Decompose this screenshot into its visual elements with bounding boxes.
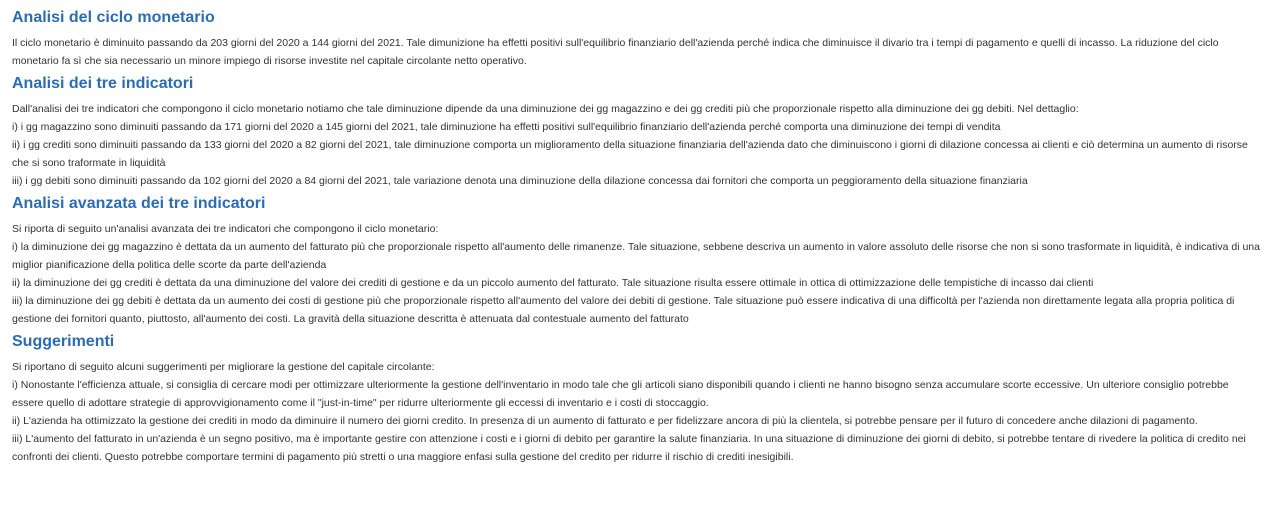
section-body — [12, 100, 1263, 190]
section-title: Analisi del ciclo monetario — [12, 9, 215, 26]
section-title: Suggerimenti — [12, 333, 115, 350]
section-suggerimenti — [12, 332, 1263, 466]
paragraph: i) la diminuzione dei gg magazzino è dettata da un aumento del fatturato più che proporzionale rispetto all'aumento delle rimanenze. Tale situazione, sebbene descriva un aumento in valore assoluto delle risorse che non si sono trasformate in liquidità, è indicativa di una miglior pianificazione della politica delle scorte da parte dell'azienda — [12, 241, 1260, 271]
section-title: Analisi avanzata dei tre indicatori — [12, 195, 266, 212]
paragraph: iii) la diminuzione dei gg debiti è dettata da un aumento dei costi di gestione più che proporzionale rispetto all'aumento del valore dei debiti di gestione. Tale situazione può essere indicativa di una difficoltà per l'azienda non direttamente legata alla propria politica di gestione dei fornitori quanto, piuttosto, all'aumento dei costi. La gravità della situazione descritta è attenuata dal contestuale aumento del fatturato — [12, 295, 1235, 325]
paragraph: ii) la diminuzione dei gg crediti è dettata da una diminuzione del valore dei crediti di gestione e da un piccolo aumento del fatturato. Tale situazione risulta essere ottimale in ottica di ottimizzazione delle tempistiche di incasso dai clienti — [12, 277, 1094, 289]
paragraph: Dall'analisi dei tre indicatori che compongono il ciclo monetario notiamo che tale diminuzione dipende da una diminuzione dei gg magazzino e dei gg crediti più che proporzionale rispetto alla diminuzione dei gg debiti. Nel dettaglio: — [12, 103, 1079, 115]
paragraph: Si riportano di seguito alcuni suggerimenti per migliorare la gestione del capitale circolante: — [12, 361, 435, 373]
section-tre-indicatori — [12, 74, 1263, 190]
paragraph: Si riporta di seguito un'analisi avanzata dei tre indicatori che compongono il ciclo monetario: — [12, 223, 439, 235]
paragraph: i) i gg magazzino sono diminuiti passando da 171 giorni del 2020 a 145 giorni del 2021, tale diminuzione ha effetti positivi sull'equilibrio finanziario dell'azienda perché comporta una diminuzione dei tempi di vendita — [12, 121, 1001, 133]
paragraph: iii) L'aumento del fatturato in un'azienda è un segno positivo, ma è importante gestire con attenzione i costi e i giorni di debito per garantire la salute finanziaria. In una situazione di diminuzione dei giorni di debito, si potrebbe tentare di rivedere la politica di credito nei confronti dei clienti. Questo potrebbe comportare termini di pagamento più stretti o una maggiore enfasi sulla gestione del credito per ridurre il rischio di crediti inesigibili. — [12, 433, 1246, 463]
section-ciclo-monetario — [12, 8, 1263, 70]
paragraph: Il ciclo monetario è diminuito passando da 203 giorni del 2020 a 144 giorni del 2021. Tale dimunizione ha effetti positivi sull'equilibrio finanziario dell'azienda perché indica che diminuisce il divario tra i tempi di pagamento e quelli di incasso. La riduzione del ciclo monetario fa sì che sia necessario un minore impiego di risorse investite nel capitale circolante netto operativo. — [12, 37, 1219, 67]
section-analisi-avanzata — [12, 194, 1263, 328]
paragraph: i) Nonostante l'efficienza attuale, si consiglia di cercare modi per ottimizzare ulteriormente la gestione dell'inventario in modo tale che gli articoli siano disponibili quando i clienti ne hanno bisogno senza accumulare scorte eccessive. Un ulteriore consiglio potrebbe essere quello di adottare strategie di approvvigionamento come il "just-in-time" per ridurre ulteriormente gli eccessi di inventario e i costi di stoccaggio. — [12, 379, 1229, 409]
section-body — [12, 358, 1263, 466]
paragraph: ii) i gg crediti sono diminuiti passando da 133 giorni del 2020 a 82 giorni del 2021, tale diminuzione comporta un miglioramento della situazione finanziaria dell'azienda dato che diminuiscono i giorni di dilazione concessa ai clienti e ciò determina un aumento di risorse che si sono traformate in liquidità — [12, 139, 1248, 169]
section-title: Analisi dei tre indicatori — [12, 75, 194, 92]
section-body — [12, 220, 1263, 328]
paragraph: ii) L'azienda ha ottimizzato la gestione dei crediti in modo da diminuire il numero dei giorni credito. In presenza di un aumento di fatturato e per fidelizzare ancora di più la clientela, si potrebbe pensare per il futuro di concedere anche dilazioni di pagamento. — [12, 415, 1198, 427]
section-body — [12, 34, 1263, 70]
paragraph: iii) i gg debiti sono diminuiti passando da 102 giorni del 2020 a 84 giorni del 2021, tale variazione denota una diminuzione della dilazione concessa dai fornitori che comporta un peggioramento della situazione finanziaria — [12, 175, 1028, 187]
